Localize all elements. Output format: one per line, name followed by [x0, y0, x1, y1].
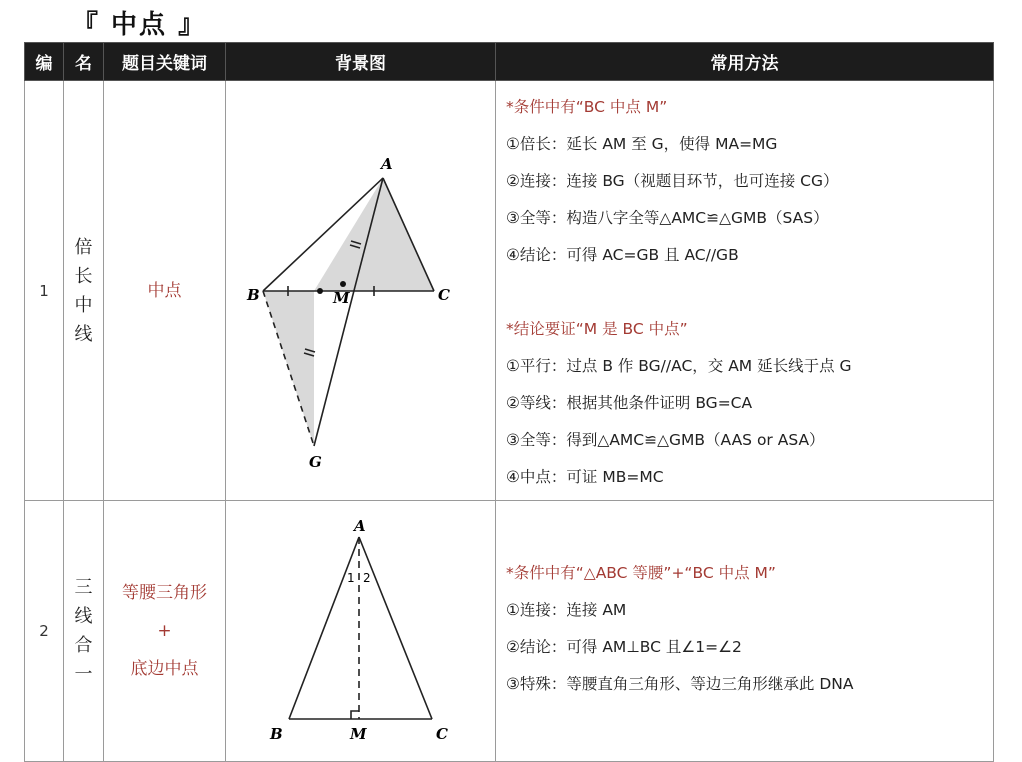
label-angle-1: 1 [347, 571, 355, 585]
row-figure [226, 81, 496, 501]
name-char: 中 [74, 294, 93, 316]
method-item: ③全等：构造八字全等△AMC≌△GMB（SAS） [506, 209, 829, 227]
angle-dot-left [317, 288, 323, 294]
header-figure: 背景图 [226, 43, 496, 81]
method-heading: *条件中有“△ABC 等腰”+“BC 中点 M” [506, 564, 776, 582]
row-number: 1 [25, 81, 64, 501]
method-item: ②连接：连接 BG（视题目环节，也可连接 CG） [506, 172, 839, 190]
isosceles-triangle-figure [226, 501, 496, 757]
header-name: 名 [64, 43, 104, 81]
keyword-line: 底边中点 [130, 659, 199, 679]
right-angle-mark [351, 711, 359, 719]
header-keywords: 题目关键词 [104, 43, 226, 81]
name-char: 三 [74, 577, 93, 598]
method-item: ③全等：得到△AMC≌△GMB（AAS or ASA） [506, 431, 825, 449]
row-name [64, 81, 104, 501]
name-char: 一 [74, 664, 93, 685]
name-char: 倍 [74, 236, 93, 258]
method-heading: *结论要证“M 是 BC 中点” [506, 320, 688, 338]
row-name [64, 501, 104, 762]
row-number: 2 [25, 501, 64, 762]
method-item: ③特殊：等腰直角三角形、等边三角形继承此 DNA [506, 675, 854, 693]
method-item: ②结论：可得 AM⊥BC 且∠1=∠2 [506, 638, 742, 656]
name-char: 线 [74, 606, 93, 627]
name-char: 线 [74, 323, 93, 345]
row-keyword [104, 501, 226, 762]
row-figure [226, 501, 496, 762]
label-b: B [270, 725, 283, 743]
label-g: G [309, 452, 322, 471]
label-angle-2: 2 [363, 571, 371, 585]
table-row [25, 81, 994, 501]
name-char: 合 [74, 635, 93, 656]
name-char: 长 [74, 265, 93, 287]
label-c: C [436, 725, 448, 743]
method-item: ①平行：过点 B 作 BG//AC，交 AM 延长线于点 G [506, 357, 852, 375]
row-keyword [104, 81, 226, 501]
keyword-line: + [157, 621, 172, 641]
row-methods [496, 501, 994, 762]
label-m: M [350, 725, 367, 743]
header-methods: 常用方法 [496, 43, 994, 81]
method-item: ④中点：可证 MB=MC [506, 468, 664, 486]
method-spacer [506, 274, 993, 311]
header-number: 编 [25, 43, 64, 81]
label-a: A [354, 517, 366, 535]
keyword-line: 等腰三角形 [122, 583, 207, 603]
row-methods [496, 81, 994, 501]
label-b: B [247, 285, 260, 304]
triangle-amc-shaded [314, 178, 434, 291]
label-c: C [438, 285, 450, 304]
label-a: A [381, 154, 393, 173]
table-header-row [25, 43, 994, 81]
segment-ab [289, 537, 359, 719]
midpoint-methods-table [24, 42, 994, 762]
method-item: ①倍长：延长 AM 至 G，使得 MA=MG [506, 135, 778, 153]
method-heading: *条件中有“BC 中点 M” [506, 98, 668, 116]
method-item: ②等线：根据其他条件证明 BG=CA [506, 394, 753, 412]
angle-dot-right [340, 281, 346, 287]
label-m: M [333, 288, 350, 307]
table-row [25, 501, 994, 762]
method-item: ④结论：可得 AC=GB 且 AC//GB [506, 246, 739, 264]
keyword-line: 中点 [147, 280, 182, 301]
page-title: 『 中点 』 [72, 10, 207, 40]
doubled-median-figure [226, 87, 496, 491]
segment-ag [314, 178, 383, 446]
method-item: ①连接：连接 AM [506, 601, 627, 619]
segment-ac [359, 537, 432, 719]
